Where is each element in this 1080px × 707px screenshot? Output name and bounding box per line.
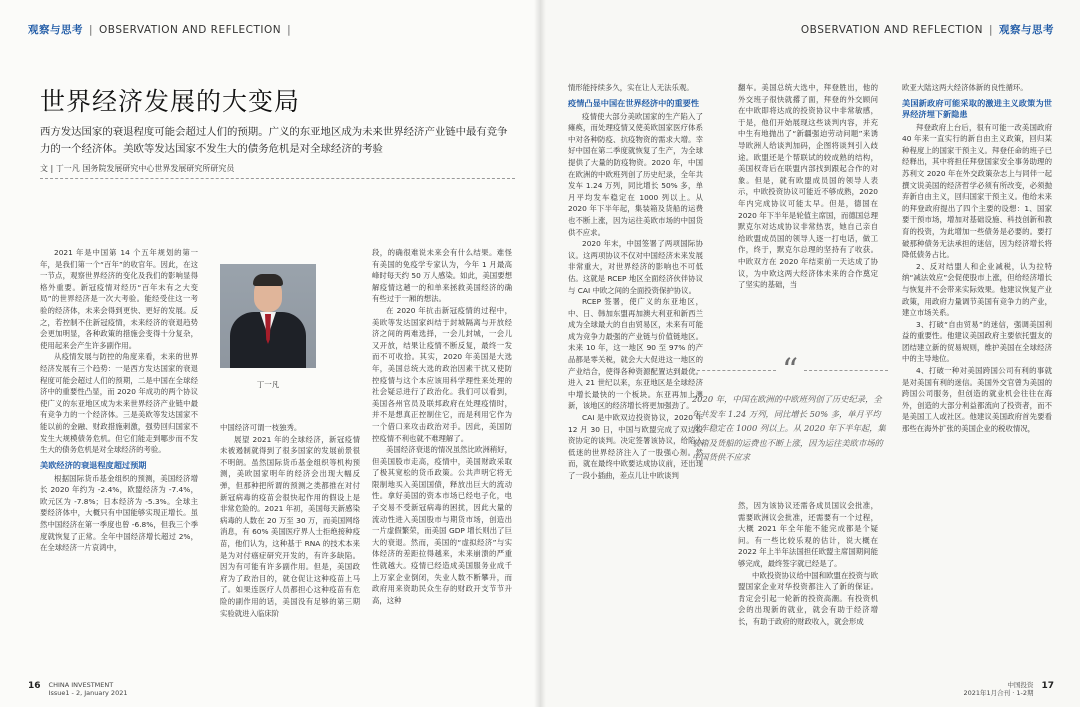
paragraph: 中欧投资协议给中国和欧盟在投资与欧盟国家企业对华投资都注入了新的保证。肯定会引起一轮新的投资高潮。有投资机会的出现新的就业，就会有助于经济增长，有助于政府的财政收入，就会形成 xyxy=(738,570,878,626)
article-lead: 西方发达国家的衰退程度可能会超过人们的预期。广义的东亚地区成为未来世界经济产业链中最有竞争力的一个经济体。美欧等发达国家不发生大的债务危机是对全球经济的考验 xyxy=(40,126,508,155)
paragraph: 2、反对结盟人和企业减税，认为拉特纳“减法效应”会促使股市上涨，但给经济增长与恢复并不会带来实际效果。他建议恢复产业政策，用政府力量调节美国有竞争力的产业，建立市场关系。 xyxy=(902,261,1052,318)
article-author: 文 | 丁一凡 国务院发展研究中心世界发展研究所研究员 xyxy=(40,164,235,173)
paragraph: 段，的确很难说未来会有什么结果。难怪有美国的免疫学专家认为，今年 1 月最高峰时每天约 50 万人感染。如此，美国要想解疫情这趟一的和单来拯救美国经济的确有些过于一厢的想法。 xyxy=(372,248,512,304)
paragraph: 疫情使大部分美欧国家的生产陷入了瘫痪，而处理疫情又使美欧国家医疗体系中对各种防疫、抗疫物资的需求大增。幸好中国在第二季度就恢复了生产，为全球提供了大量的防疫物资。2020 年，中国在欧洲的中欧班列创了历史纪录，全年共发车 1.24 万列，同比增长 50% 多，单月平均发车稳定在 1000 列以上。从 2020 年下半年起，集装箱及货船的运费也不断上涨，因为运往美欧市场的中国货供不应求。 xyxy=(568,111,703,237)
photo-caption: 丁一凡 xyxy=(256,380,280,389)
paragraph: CAI 是中欧双边投资协议，2020 年 12 月 30 日，中国与欧盟完成了双边投资协定的谈判。决定签署该协议，给陷入低迷的世界经济注入了一股强心剂。然而，就在最终中欧要达成协议前，还出现了一段小插曲，差点儿让中欧谈判 xyxy=(568,413,703,480)
paragraph: 在 2020 年抗击新冠疫情的过程中，美欧等发达国家纠结于封城隔离与开放经济之间的两难选择，一会儿封城，一会儿又开放，结果让疫情不断反复，最终一发而不可收拾。其实，2020 年美国是大选年，美国总统大选的政治因素干扰又使防控疫情与这个本应该用科学理性来处理的社会疑忌进行了政治化。我们可以看到，美国各州官员及联邦政府在处理疫情时，并不是想真正控制住它，而是利用它作为一个借口来攻击政治对手。因此，美国防控疫情不利也就不难理解了。 xyxy=(372,305,512,443)
paragraph: 美国经济衰退的情况虽然比欧洲稍好，但美国股市走高，疫情中，美国财政采取了极其宽松的货币政策。公共声明它将无限制地买入美国国债，释放出巨大的流动性。拿好美国的资本市场已经电子化，电子交易不受新冠病毒的困扰，因此大量的流动性进入美国股市与期货市场，创造出一片虚假繁荣，而美国 GDP 增长则出了巨大的衰退。然而，美国的“虚拟经济”与实体经济的差距拉得越来，未来崩溃的严重性就越大。疫情已经造成美国服务业成千上万家企业倒闭，失业人数不断攀升，而政府用来资助民众生存的财政开支节节升高，这种 xyxy=(372,445,512,605)
divider xyxy=(40,178,515,179)
magazine-issue: Issue1 - 2, January 2021 xyxy=(48,689,128,697)
header-separator: | xyxy=(89,24,94,36)
paragraph: 3、打破“自由贸易”的迷信，强调美国利益的重要性。他建议美国政府主要依托盟友的团结建立新的贸易规则，维护美国在全球经济中的主导地位。 xyxy=(902,319,1052,364)
paragraph: 根据国际货币基金组织的预测，美国经济增长 2020 年约为 -2.4%，欧盟经济为 -7.4%，欧元区为 -7.8%；日本经济为 -5.3%。全球主要经济体中，大概只有中国能够实现正增长。虽然中国经济在第一季度也曾 -6.8%，但我三个季度就恢复了正常。全年中国经济增长超过 2%，在全球经济一片哀鸿中， xyxy=(40,473,198,553)
section-heading: 疫情凸显中国在世界经济中的重要性 xyxy=(568,97,700,108)
left-footer xyxy=(28,681,127,707)
text-column-7 xyxy=(902,82,1052,674)
quote-text: 2020 年，中国在欧洲的中欧班列创了历史纪录，全年共发车 1.24 万列，同比增长 50% 多，单月平均发车稳定在 1000 列以上。从 2020 年下半年起，集装箱及货船的运费也不断上涨，因为运往美欧市场的中国货供不应求 xyxy=(692,394,886,462)
section-heading: 美国新政府可能采取的激进主义政策为世界经济埋下新隐患 xyxy=(902,97,1052,119)
left-section-header xyxy=(28,22,297,37)
text-column-3 xyxy=(372,247,512,672)
author-photo xyxy=(220,264,316,368)
right-section-header xyxy=(801,22,1054,37)
page-number: 17 xyxy=(1041,681,1054,691)
text-column-4 xyxy=(568,82,703,674)
paragraph: 情形能持续多久，实在让人无法乐观。 xyxy=(568,83,694,92)
paragraph: RCEP 签署，使广义的东亚地区，中、日、韩加东盟再加澳大利亚和新西兰成为全球最大的自由贸易区，未来有可能成为竞争力最强的产业链与价值链地区。未来 10 年，这一地区 90 至 97% 的产品都是零关税，就会大大促进这一地区的产业结合，使得各种资源配置达到最优。进入 21 世纪以来，东亚地区是全球经济中增长最快的一个板块。东亚再加上澳新，该地区的经济增长将更加强劲了。 xyxy=(568,297,703,411)
paragraph: 中国经济可谓一枝独秀。 xyxy=(220,423,302,432)
text-column-5 xyxy=(738,82,878,344)
right-page xyxy=(540,0,1080,707)
paragraph: 2020 年末，中国签署了两项国际协议。这两项协议不仅对中国经济未来发展非常重大，对世界经济的影响也不可低估。这就是 RCEP 地区全面经济伙伴协议与 CAI 中欧之间的全面投资保护协议。 xyxy=(568,239,703,295)
article-title: 世界经济发展的大变局 xyxy=(40,87,301,116)
paragraph: 欧亚大陆这两大经济体新的良性循环。 xyxy=(902,83,1028,92)
quote-rule xyxy=(692,351,888,389)
paragraph: 然，因为该协议还需各成员国议会批准，需要欧洲议会批准，还需要有一个过程，大概 2021 年全年能不能完成都是个疑问。有一些比较乐观的估计，说大概在 2022 年上半年法国担任欧盟主席国期间能够完成，最终签字就已经是了。 xyxy=(738,501,878,568)
paragraph: 4、打破一种对美国跨国公司有利的事就是对美国有利的迷信。美国外交官曾为美国的跨国公司服务，但创造的就业机会往往在海外，创造的大部分利益都流向了投资者，而不是美国工人或社区。他建议美国政府首先要看那些在海外扩张的美国企业的税收情况， xyxy=(902,366,1052,434)
page-gutter xyxy=(534,0,546,707)
quote-mark-icon: “ xyxy=(781,351,799,389)
text-column-6 xyxy=(738,500,878,674)
paragraph: 2021 年是中国第 14 个五年规划的第一年，是我们第一个“百年”的收官年。因此，在这一节点，观察世界经济的变化及我们的影响显得格外重要。新冠疫情对经历“百年未有之大变局”的世界经济是一次大考验。能经受住这一考验的经济体，未来会得到更快、更好的发展。反之，若控制不住新冠疫情，未来经济的衰退趋势会更加明显，各种政策的措施会变得十分复杂，使用起来会产生许多副作用。 xyxy=(40,248,198,350)
photo-hair xyxy=(253,274,283,286)
section-heading: 美欧经济的衰退程度超过预期 xyxy=(40,459,147,470)
text-column-1 xyxy=(40,247,198,672)
text-column-2 xyxy=(220,422,360,672)
magazine-issue: 2021年1月合刊 · 1-2期 xyxy=(963,689,1034,697)
paragraph: 翻车。美国总统大选中，拜登胜出，他的外交班子很快就撂了面，拜登的外交顾问在中欧即将达成的投资协议中非常敏感，于是，他们开始展现这些谈判内容，并充中生有地抛出了“新疆强迫劳动问题”来诱导欧洲人给谈判加码，企图将谈判引入歧途。欧盟还是个帮联试的较成熟的结构，美国权奇后在联盟内部找到跟起合作的对象。但是，就有欧盟成员国的领导人表示，中欧投资协议可能近不够成熟，2020 年内完成协议可能太早。但是，德国在 2020 年下半年是轮值主席国，而德国总理默克尔对达成协议非常热衷，她自己亲自给欧盟成员国的领导人逐一打电话，做工作，终于，默克尔总理的坚持有了收获。中欧双方在 2020 年结束前一天达成了协议，为中欧这两大经济体未来的合作奠定了坚实的基础，当 xyxy=(738,83,878,290)
header-separator: | xyxy=(988,24,993,36)
paragraph: 拜登政府上台后，很有可能一改美国政府 40 年来一直实行的新自由主义政策，回归某种程度上的国家干预主义。拜登任命的班子已经释出，其中将担任拜登国家安全事务助理的苏利文 2020 年在外交政策杂志上与同伴一起撰文说美国的经济哲学必须有所改变，必须抛弃新自由主义，回归国家干预主义。他给未来的拜登政府提出了四个主要的设想：1、国家要干预市场，增加对基础设施、科技创新和教育的投资，为此增加一些债务是必要的。要打破那种债务无法承担的迷信，因为经济增长将降低债务占比。 xyxy=(902,122,1052,260)
magazine-name: 中国投资 xyxy=(1007,681,1034,689)
paragraph: 从疫情发展与防控的角度来看，未来的世界经济发展有三个趋势：一是西方发达国家的衰退程度可能会超过人们的预期，二是中国在全球经济中的重要性凸显，而 2020 年成功的两个协议使广义的东亚地区成为未来世界经济产业链中最有竞争力的一个经济体。三是美欧等发达国家不能以前的金融、财政措施刺激，强势回归国家不发生大规模债务危机。但它们能走到哪步而不发生大的债务危机是对全球经济的考验。 xyxy=(40,352,198,455)
section-label-cn: 观察与思考 xyxy=(999,24,1054,36)
magazine-name: CHINA INVESTMENT xyxy=(48,681,114,689)
right-footer xyxy=(963,681,1054,707)
magazine-info xyxy=(49,681,128,697)
pull-quote xyxy=(692,351,888,465)
paragraph: 展望 2021 年的全球经济，新冠疫情未被遏制就得到了很多国家的发展前景很不明朗。虽然国际货币基金组织等机构预测，美欧国家明年的经济会出现大幅反弹，但那种把所谓的预测之类都推在对付新冠病毒的疫苗会很快起作用的假设上是非常危险的。2021 年初，美国每天新感染病毒的人数在 20 万至 30 万，而美国网络消息，有 60% 美国医疗界人士拒绝接种疫苗，他们认为，这种基于 RNA 的技术本来是为对付癌症研究开发的，有许多缺陷。因为有可能有许多副作用。但是，美国政府为了政治目的，就仓促让这种疫苗上马了。如果连医疗人员都担心这种疫苗有危险的副作用的话，美国没有足够的第三期实验就进入临床阶 xyxy=(220,434,360,618)
section-label-en: OBSERVATION AND REFLECTION xyxy=(99,24,282,36)
magazine-info xyxy=(963,681,1033,697)
header-separator: | xyxy=(287,24,292,36)
section-label-cn: 观察与思考 xyxy=(28,24,83,36)
page-number: 16 xyxy=(28,681,41,691)
section-label-en: OBSERVATION AND REFLECTION xyxy=(800,24,983,36)
